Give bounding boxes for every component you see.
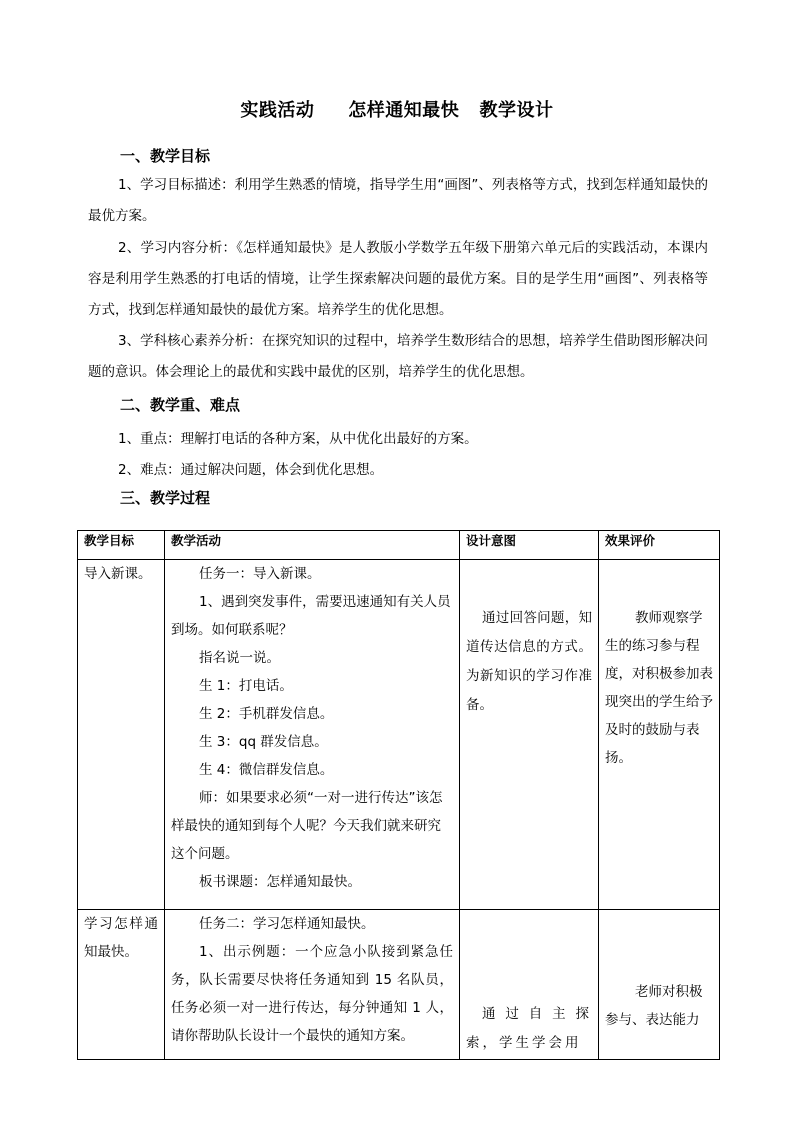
activity-line: 生 3：qq 群发信息。	[199, 734, 328, 750]
row1-evaluation	[599, 560, 720, 910]
row1-activities	[165, 560, 460, 910]
key-point-2: 2、难点：通过解决问题，体会到优化思想。	[118, 462, 384, 478]
evaluation-text: 老师对积极参与、表达能力	[605, 984, 703, 1028]
row1-intent	[460, 560, 599, 910]
evaluation-text: 教师观察学生的练习参与程度，对积极参加表现突出的学生给予及时的鼓励与表扬。	[605, 610, 713, 766]
intent-text: 通过自主探索，学生学会用	[466, 1006, 592, 1051]
table-row	[78, 910, 720, 1060]
activity-line: 生 1：打电话。	[199, 678, 293, 694]
activity-line: 任务一：导入新课。	[199, 566, 321, 582]
header-activity: 教学活动	[165, 531, 460, 560]
activity-line: 板书课题：怎样通知最快。	[199, 874, 361, 890]
key-point-1: 1、重点：理解打电话的各种方案，从中优化出最好的方案。	[118, 431, 478, 447]
row2-evaluation	[599, 910, 720, 1060]
section-heading-goals: 一、教学目标	[120, 147, 211, 165]
activity-line: 任务二：学习怎样通知最快。	[199, 916, 375, 932]
header-intent: 设计意图	[460, 531, 599, 560]
goal-paragraph-3: 3、学科核心素养分析：在探究知识的过程中，培养学生数形结合的思想，培养学生借助图形解决问题的意识。体会理论上的最优和实践中最优的区别，培养学生的优化思想。	[88, 333, 708, 380]
document-title: 实践活动 怎样通知最快 教学设计	[240, 100, 554, 121]
activity-line: 生 4：微信群发信息。	[199, 762, 334, 778]
goal-paragraph-1: 1、学习目标描述：利用学生熟悉的情境，指导学生用“画图”、列表格等方式，找到怎样通知最快的最优方案。	[88, 177, 708, 224]
row2-intent	[460, 910, 599, 1060]
row1-goal: 导入新课。	[78, 560, 165, 910]
row2-activities	[165, 910, 460, 1060]
activity-line: 1、遇到突发事件，需要迅速通知有关人员到场。如何联系呢？	[171, 594, 451, 638]
activity-line: 1、出示例题：一个应急小队接到紧急任务，队长需要尽快将任务通知到 15 名队员，任务必须一对一进行传达，每分钟通知 1 人，请你帮助队长设计一个最快的通知方案。	[171, 944, 453, 1044]
lesson-process-table	[77, 530, 720, 1060]
activity-line: 师：如果要求必须“一对一进行传达”该怎样最快的通知到每个人呢？今天我们就来研究这个问题。	[171, 790, 443, 862]
activity-line: 生 2：手机群发信息。	[199, 706, 334, 722]
table-row	[78, 560, 720, 910]
intent-text: 通过回答问题，知道传达信息的方式。为新知识的学习作准备。	[466, 610, 592, 713]
section-heading-key-points: 二、教学重、难点	[120, 396, 241, 414]
header-goal: 教学目标	[78, 531, 165, 560]
section-heading-process: 三、教学过程	[120, 489, 211, 507]
header-evaluation: 效果评价	[599, 531, 720, 560]
activity-line: 指名说一说。	[199, 650, 280, 666]
table-header-row	[78, 531, 720, 560]
row2-goal: 学习怎样通知最快。	[78, 910, 165, 1060]
goal-paragraph-2: 2、学习内容分析：《怎样通知最快》是人教版小学数学五年级下册第六单元后的实践活动，本课内容是利用学生熟悉的打电话的情境，让学生探索解决问题的最优方案。目的是学生用“画图”、列表格等方式，找到怎样通知最快的最优方案。培养学生的优化思想。	[88, 240, 708, 318]
